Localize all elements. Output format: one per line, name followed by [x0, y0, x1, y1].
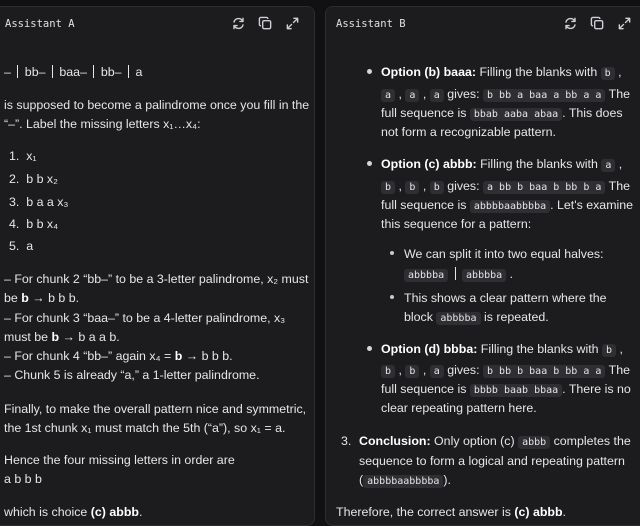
final-answer-line: Therefore, the correct answer is (c) abbb.: [336, 505, 566, 519]
list-item: 3. b a a x₃: [9, 195, 69, 209]
panel-header: [326, 7, 640, 39]
copy-icon[interactable]: [258, 16, 273, 31]
hence-line: Hence the four missing letters in order are: [4, 453, 235, 467]
option-b-line: not form a recognizable pattern.: [381, 125, 556, 139]
reason-line: be b → b b b.: [4, 291, 80, 305]
assistant-b-panel: [325, 6, 640, 526]
conclusion-line: sequence to form a logical and repeating pattern: [359, 454, 625, 468]
expand-icon[interactable]: [617, 16, 632, 31]
list-item: 4. b b x₄: [9, 217, 59, 231]
reason-line: – Chunk 5 is already “a,” a 1-letter palindrome.: [4, 368, 260, 382]
sub-line: We can split it into two equal halves:: [404, 247, 604, 261]
bullet: [367, 346, 372, 351]
final-line: the 1st chunk x₁ must match the 5th (“a”), so x₁ = a.: [4, 421, 286, 435]
panel-header: [0, 7, 314, 39]
option-b-line: a , a , a gives: b bb a baa a bb a a The: [381, 85, 630, 105]
option-b-line: full sequence is bbab aaba abaa . This does: [381, 106, 623, 120]
response-b: [326, 47, 640, 525]
list-item: 1. x₁: [9, 149, 37, 163]
reason-line: – For chunk 3 “baa–” to be a 4-letter palindrome, x₃: [4, 311, 286, 325]
option-c-line: Option (c) abbb: Filling the blanks with a ,: [381, 157, 623, 171]
list-item: 5. a: [9, 239, 34, 253]
bullet: [367, 161, 372, 166]
conclusion-number: 3.: [341, 434, 352, 448]
panel-title: Assistant B: [336, 18, 406, 30]
option-c-line: this sequence for a pattern:: [381, 217, 532, 231]
sub-line: This shows a clear pattern where the: [404, 291, 607, 305]
refresh-icon[interactable]: [563, 16, 578, 31]
response-a: [0, 47, 314, 525]
sub-bullet: [390, 251, 394, 255]
assistant-a-panel: [0, 6, 315, 526]
sub-bullet: [390, 295, 394, 299]
panel-title: Assistant A: [5, 18, 75, 30]
refresh-icon[interactable]: [231, 16, 246, 31]
reason-line: – For chunk 2 “bb–” to be a 3-letter palindrome, x₂ must: [4, 272, 309, 286]
option-c-line: b , b , b gives: a bb b baa b bb b a The: [381, 177, 630, 197]
option-d-line: full sequence is bbbb baab bbaa . There is no: [381, 382, 631, 396]
choice-line: which is choice (c) abbb.: [4, 505, 143, 519]
intro-line-2: “–”. Label the missing letters x₁…x₄:: [4, 117, 201, 131]
conclusion-line: Conclusion: Only option (c) abbb completes the: [359, 434, 631, 448]
option-c-line: full sequence is abbbbaabbbba . Let's examine: [381, 198, 634, 212]
option-d-line: b , b , a gives: b bb b baa b bb a a The: [381, 361, 630, 381]
reason-line: must be b → b a a b.: [4, 330, 120, 344]
option-d-line: clear repeating pattern here.: [381, 401, 537, 415]
option-d-line: Option (d) bbba: Filling the blanks with b ,: [381, 342, 623, 356]
sub-line: block abbbba is repeated.: [404, 310, 549, 324]
bullet: [367, 69, 372, 74]
expand-icon[interactable]: [285, 16, 300, 31]
puzzle-line: – bb– baa– bb– a: [4, 65, 143, 79]
copy-icon[interactable]: [590, 16, 605, 31]
option-b-line: Option (b) baaa: Filling the blanks with b ,: [381, 65, 622, 79]
conclusion-line: ( abbbbaabbbba ).: [359, 473, 451, 487]
final-line: Finally, to make the overall pattern nice and symmetric,: [4, 402, 307, 416]
list-item: 2. b b x₂: [9, 172, 58, 186]
answer-letters: a b b b: [4, 472, 42, 486]
intro-line-1: is supposed to become a palindrome once you fill in the: [4, 98, 310, 112]
reason-line: – For chunk 4 “bb–” again x₄ = b → b b b.: [4, 349, 233, 363]
sub-line: abbbba abbbba .: [404, 265, 513, 285]
